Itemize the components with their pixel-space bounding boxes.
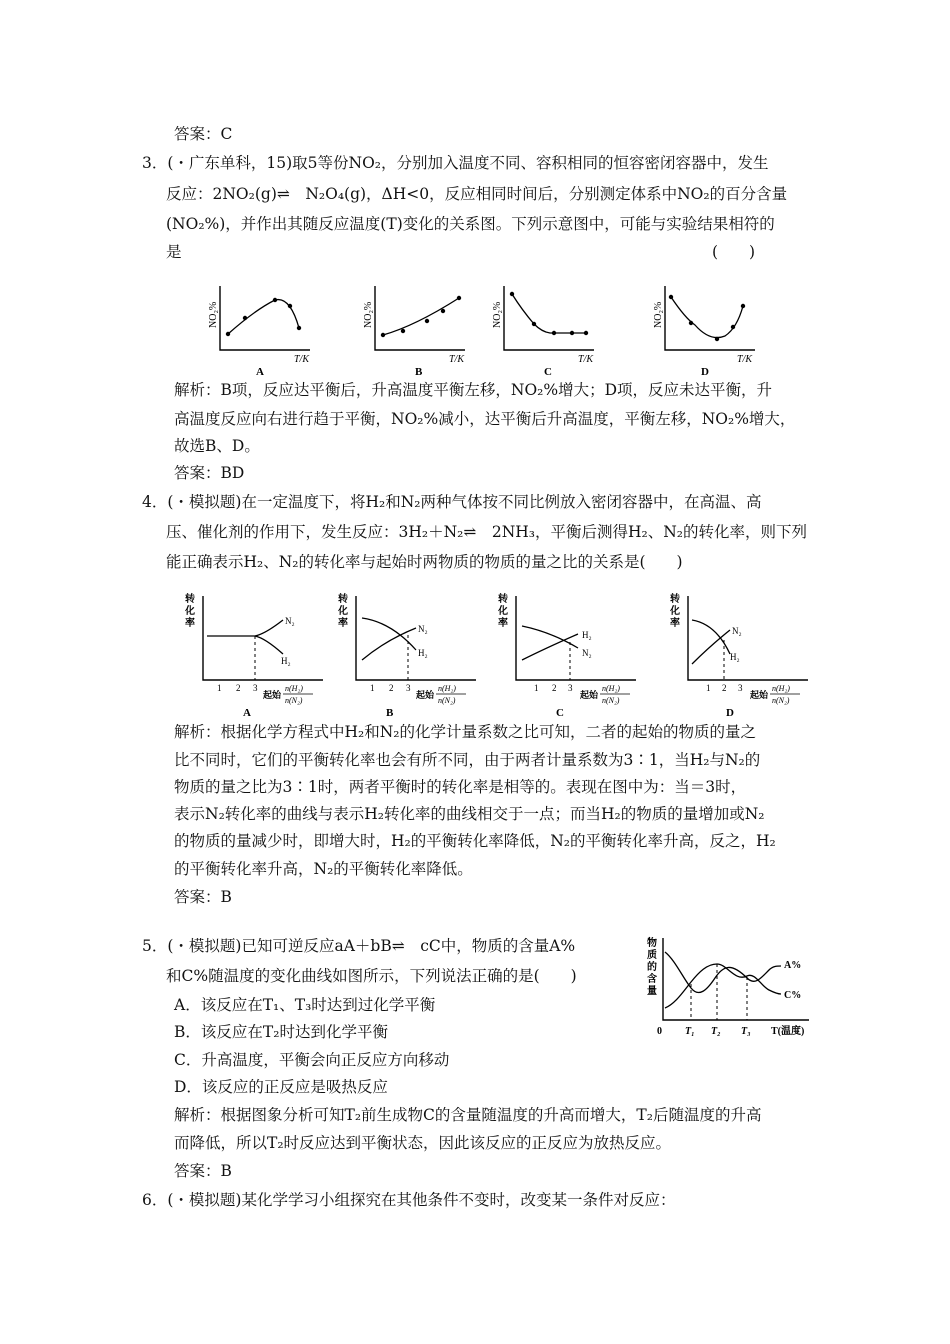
q3-analysis-line-3: 故选B、D。 bbox=[174, 437, 260, 455]
q3-graph-a-point bbox=[297, 326, 301, 330]
q5-option-a: A．该反应在T₁、T₃时达到过化学平衡 bbox=[174, 996, 436, 1014]
q3-graph-d-point bbox=[689, 321, 693, 325]
q3-graph-b-axes bbox=[375, 286, 465, 350]
q5-stem-line-2: 和C%随温度的变化曲线如图所示，下列说法正确的是( ) bbox=[166, 967, 577, 985]
q4-stem-line-3: 能正确表示H₂、N₂的转化率与起始时两物质的物质的量之比的关系是( ) bbox=[166, 553, 683, 571]
q3-stem-line-4: 是 bbox=[166, 243, 182, 261]
q5-answer: 答案：B bbox=[174, 1162, 232, 1180]
q5-stem-line-1: 5．(・模拟题)已知可逆反应aA＋bB⇌ cC中，物质的含量A% bbox=[142, 937, 576, 955]
q3-answer: 答案：BD bbox=[174, 464, 245, 482]
q3-graph-a-xlabel: T/K bbox=[294, 354, 310, 365]
q3-answer-blank: ( ) bbox=[712, 243, 756, 261]
q4-graph-a-ylabel: 转化率 bbox=[185, 594, 195, 629]
q4-graph-a-xprefix: 起始 bbox=[263, 690, 282, 700]
q3-graph-b-curve bbox=[383, 298, 459, 335]
q5-analysis-line-2: 而降低，所以T₂时反应达到平衡状态，因此该反应的正反应为放热反应。 bbox=[174, 1134, 672, 1152]
q4-graph-a-xnum: n(H₂) bbox=[285, 684, 303, 693]
q3-graph-c-point bbox=[552, 331, 556, 335]
q3-graph-a-point bbox=[226, 332, 230, 336]
q5-graph-ylabel: 物质的含量 bbox=[647, 938, 657, 997]
q3-graph-a-point bbox=[273, 298, 277, 302]
q4-graph-a-tick: 3 bbox=[253, 683, 258, 693]
q5-graph-tick-t2: T₂ bbox=[711, 1026, 721, 1037]
q3-graph-d-point bbox=[731, 325, 735, 329]
q4-graph-c-tick: 2 bbox=[552, 683, 557, 693]
q4-graph-d-tick: 2 bbox=[722, 683, 727, 693]
q4-graph-c-axes bbox=[516, 596, 636, 680]
q5-graph-origin: 0 bbox=[657, 1026, 662, 1037]
q4-graph-b-xden: n(N₂) bbox=[438, 696, 456, 705]
q5-graph-series-c-curve bbox=[665, 964, 781, 1008]
q3-graph-d-xlabel: T/K bbox=[737, 354, 753, 365]
q4-graph-c-xden: n(N₂) bbox=[602, 696, 620, 705]
q4-graph-b-axes bbox=[356, 596, 476, 680]
q5-graph-tick-t1: T₁ bbox=[685, 1026, 695, 1037]
q5-option-c: C．升高温度，平衡会向正反应方向移动 bbox=[174, 1051, 450, 1069]
q4-graph-a-h2-label: H₂ bbox=[281, 656, 291, 666]
q4-graph-c-xprefix: 起始 bbox=[580, 690, 599, 700]
q3-graph-b-point bbox=[425, 319, 429, 323]
q3-graph-b bbox=[355, 280, 475, 378]
q3-stem-line-2: 反应：2NO₂(g)⇌ N₂O₄(g)，ΔH<0，反应相同时间后，分别测定体系中NO₂的百分含量 bbox=[166, 185, 788, 203]
q3-graph-c-point bbox=[570, 331, 574, 335]
q5-graph-series-a-label: A% bbox=[784, 960, 802, 971]
q4-graph-a-n2-label: N₂ bbox=[285, 616, 295, 626]
q3-graph-b-point bbox=[381, 333, 385, 337]
q3-graph-c-curve bbox=[512, 294, 586, 333]
q4-graph-b-h2-curve bbox=[362, 618, 416, 650]
q4-analysis-line-2: 比不同时，它们的平衡转化率也会有所不同，由于两者计量系数为3∶1，当H₂与N₂的 bbox=[174, 751, 761, 769]
q3-graph-a bbox=[200, 280, 320, 378]
q4-graph-d-label: D bbox=[726, 707, 734, 718]
q3-graph-a-label: A bbox=[256, 366, 264, 378]
q3-graph-b-label: B bbox=[415, 366, 423, 378]
q4-graph-d-tick: 3 bbox=[738, 683, 743, 693]
q4-graph-d-axes bbox=[688, 596, 808, 680]
q3-graph-c-ylabel: NO₂% bbox=[492, 301, 503, 328]
q4-stem-line-1: 4．(・模拟题)在一定温度下，将H₂和N₂两种气体按不同比例放入密闭容器中，在高温、高 bbox=[142, 493, 762, 511]
q3-graph-a-axes bbox=[220, 286, 310, 350]
q4-graph-c-xnum: n(H₂) bbox=[602, 684, 620, 693]
q5-graph-tick-t3: T₃ bbox=[741, 1026, 751, 1037]
q4-graph-b-label: B bbox=[386, 707, 394, 718]
q4-graph-d-n2-label: N₂ bbox=[732, 626, 742, 636]
q3-graph-d-point bbox=[669, 295, 673, 299]
q4-answer: 答案：B bbox=[174, 888, 232, 906]
q4-analysis-line-5: 的物质的量减少时，即增大时，H₂的平衡转化率降低，N₂的平衡转化率升高，反之，H₂ bbox=[174, 832, 776, 850]
q4-graph-a-xden: n(N₂) bbox=[285, 696, 303, 705]
q3-graph-c-point bbox=[510, 292, 514, 296]
q3-graph-d-curve bbox=[671, 297, 743, 338]
q4-graph-b-xnum: n(H₂) bbox=[438, 684, 456, 693]
q4-analysis-line-6: 的平衡转化率升高，N₂的平衡转化率降低。 bbox=[174, 860, 473, 878]
q4-graph-c-label: C bbox=[556, 707, 564, 718]
q3-graph-c-point bbox=[532, 322, 536, 326]
q4-graph-b-tick: 2 bbox=[389, 683, 394, 693]
q5-graph bbox=[643, 932, 815, 1044]
q3-analysis-line-1: 解析：B项，反应达平衡后，升高温度平衡左移，NO₂%增大；D项，反应未达平衡，升 bbox=[174, 381, 773, 399]
q5-analysis-line-1: 解析：根据图象分析可知T₂前生成物C的含量随温度的升高而增大，T₂后随温度的升高 bbox=[174, 1106, 762, 1124]
q3-graph-b-xlabel: T/K bbox=[449, 354, 465, 365]
q3-graph-d-point bbox=[741, 304, 745, 308]
q3-graph-b-ylabel: NO₂% bbox=[363, 301, 374, 328]
q4-stem-line-2: 压、催化剂的作用下，发生反应：3H₂＋N₂⇌ 2NH₃，平衡后测得H₂、N₂的转化率，则下列 bbox=[166, 523, 808, 541]
q4-graph-b-tick: 1 bbox=[370, 683, 375, 693]
q3-graph-b-point bbox=[457, 296, 461, 300]
q3-stem-line-1: 3．(・广东单科，15)取5等份NO₂，分别加入温度不同、容积相同的恒容密闭容器中，发生 bbox=[142, 154, 769, 172]
q4-graph-a-n2-curve bbox=[207, 620, 283, 636]
q4-graph-d-ylabel: 转化率 bbox=[670, 594, 680, 629]
q5-option-b: B．该反应在T₂时达到化学平衡 bbox=[174, 1023, 388, 1041]
q5-option-d: D．该反应的正反应是吸热反应 bbox=[174, 1078, 388, 1096]
q3-graph-c-xlabel: T/K bbox=[578, 354, 594, 365]
q3-graph-d-point bbox=[715, 337, 719, 341]
q3-graph-d-axes bbox=[665, 286, 755, 350]
q4-graph-a-label: A bbox=[243, 707, 251, 718]
q3-graph-d bbox=[645, 280, 765, 378]
q3-stem-line-3: (NO₂%)，并作出其随反应温度(T)变化的关系图。下列示意图中，可能与实验结果相符的 bbox=[166, 215, 775, 233]
q6-stem-line-1: 6．(・模拟题)某化学学习小组探究在其他条件不变时，改变某一条件对反应： bbox=[142, 1191, 676, 1209]
q4-graph-a-axes bbox=[203, 596, 323, 680]
q3-graph-c-label: C bbox=[544, 366, 552, 378]
q4-analysis-line-3: 物质的量之比为3∶1时，两者平衡时的转化率是相等的。表现在图中为：当＝3时， bbox=[174, 778, 747, 796]
q2-answer: 答案：C bbox=[174, 125, 233, 143]
q3-graph-d-label: D bbox=[701, 366, 709, 378]
q3-graph-b-point bbox=[441, 309, 445, 313]
q4-graph-d-tick: 1 bbox=[706, 683, 711, 693]
q4-graph-d bbox=[668, 590, 818, 718]
q4-graph-a-tick: 2 bbox=[236, 683, 241, 693]
q3-graph-c bbox=[484, 280, 604, 378]
q3-graph-a-point bbox=[288, 304, 292, 308]
q4-graph-b-tick: 3 bbox=[406, 683, 411, 693]
q4-graph-b-ylabel: 转化率 bbox=[338, 594, 348, 629]
q4-graph-d-h2-label: H₂ bbox=[730, 652, 740, 662]
q4-graph-c-tick: 3 bbox=[568, 683, 573, 693]
q3-graph-b-point bbox=[401, 329, 405, 333]
q4-graph-c-h2-label: H₂ bbox=[582, 630, 592, 640]
q3-graph-a-ylabel: NO₂% bbox=[208, 301, 219, 328]
q4-graph-c-ylabel: 转化率 bbox=[498, 594, 508, 629]
q4-graph-d-xnum: n(H₂) bbox=[772, 684, 790, 693]
q4-graph-b-n2-label: N₂ bbox=[418, 624, 428, 634]
q4-graph-a-h2-curve bbox=[255, 636, 283, 654]
q3-graph-c-point bbox=[584, 331, 588, 335]
q3-graph-d-ylabel: NO₂% bbox=[653, 301, 664, 328]
q3-graph-a-point bbox=[243, 316, 247, 320]
q4-graph-d-xprefix: 起始 bbox=[750, 690, 769, 700]
q5-graph-series-c-label: C% bbox=[784, 990, 802, 1001]
q4-graph-c-n2-label: N₂ bbox=[582, 648, 592, 658]
q4-graph-b-h2-label: H₂ bbox=[418, 648, 428, 658]
q3-graph-c-axes bbox=[504, 286, 594, 350]
q4-graph-c bbox=[496, 590, 646, 718]
q4-graph-a-tick: 1 bbox=[217, 683, 222, 693]
q5-graph-xlabel: T(温度) bbox=[771, 1026, 805, 1037]
q4-analysis-line-1: 解析：根据化学方程式中H₂和N₂的化学计量系数之比可知，二者的起始的物质的量之 bbox=[174, 723, 757, 741]
q4-graph-b bbox=[336, 590, 486, 718]
q4-graph-a bbox=[183, 590, 333, 718]
q4-graph-b-xprefix: 起始 bbox=[416, 690, 435, 700]
q4-graph-d-xden: n(N₂) bbox=[772, 696, 790, 705]
q4-analysis-line-4: 表示N₂转化率的曲线与表示H₂转化率的曲线相交于一点；而当H₂的物质的量增加或N₂ bbox=[174, 805, 765, 823]
q3-analysis-line-2: 高温度反应向右进行趋于平衡，NO₂%减小，达平衡后升高温度，平衡左移，NO₂%增大， bbox=[174, 410, 796, 428]
q4-graph-c-tick: 1 bbox=[534, 683, 539, 693]
